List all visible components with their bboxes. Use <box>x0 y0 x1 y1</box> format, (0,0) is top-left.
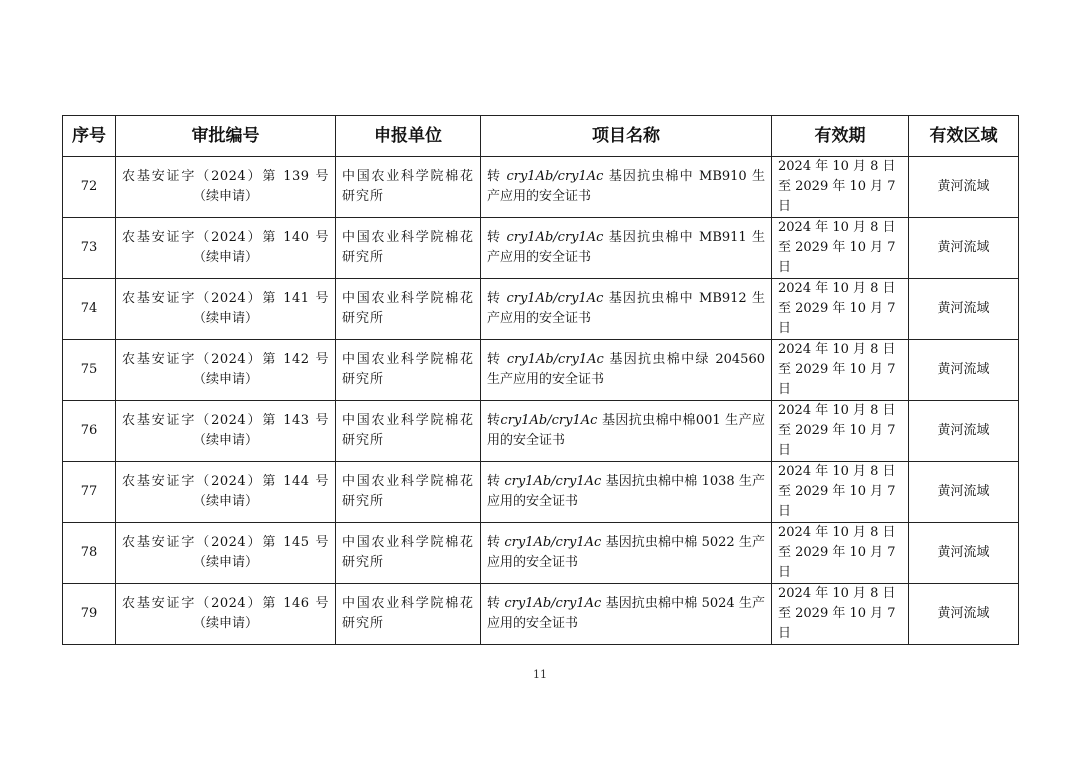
project-gene: cry1Ab/cry1Ac <box>500 413 598 428</box>
validity-period <box>772 584 909 645</box>
table-body <box>63 157 1019 645</box>
project-suffix: 基因抗虫棉中绿 204560 生产应用的安全证书 <box>487 352 765 387</box>
approval-number <box>116 584 336 645</box>
project-name <box>481 218 772 279</box>
validity-end-suffix: 日 <box>778 443 792 458</box>
validity-end-suffix: 日 <box>778 504 792 519</box>
serial-number: 75 <box>63 340 116 401</box>
project-name <box>481 340 772 401</box>
header-approval-number: 审批编号 <box>116 116 336 157</box>
table-row <box>63 584 1019 645</box>
project-name <box>481 462 772 523</box>
certificate-table <box>62 115 1019 645</box>
validity-end-suffix: 日 <box>778 626 792 641</box>
approval-number-text: 农基安证字（2024）第 145 号 <box>122 535 329 550</box>
project-name <box>481 523 772 584</box>
approval-number <box>116 279 336 340</box>
header-applicant-unit: 申报单位 <box>336 116 481 157</box>
table-row <box>63 157 1019 218</box>
project-gene: cry1Ab/cry1Ac <box>506 169 604 184</box>
approval-renewal-note: （续申请） <box>192 433 258 448</box>
project-prefix: 转 <box>487 291 507 306</box>
applicant-unit: 中国农业科学院棉花研究所 <box>336 340 481 401</box>
validity-end: 至 2029 年 10 月 7 <box>778 423 896 438</box>
approval-number-text: 农基安证字（2024）第 141 号 <box>122 291 329 306</box>
validity-period <box>772 157 909 218</box>
serial-number: 78 <box>63 523 116 584</box>
applicant-unit: 中国农业科学院棉花研究所 <box>336 401 481 462</box>
table-row <box>63 279 1019 340</box>
validity-end-suffix: 日 <box>778 565 792 580</box>
project-name <box>481 157 772 218</box>
approval-renewal-note: （续申请） <box>192 311 258 326</box>
valid-region: 黄河流域 <box>909 218 1019 279</box>
applicant-unit: 中国农业科学院棉花研究所 <box>336 462 481 523</box>
approval-number <box>116 157 336 218</box>
validity-end-suffix: 日 <box>778 382 792 397</box>
validity-period <box>772 340 909 401</box>
approval-renewal-note: （续申请） <box>192 189 258 204</box>
project-prefix: 转 <box>487 169 507 184</box>
validity-period <box>772 401 909 462</box>
valid-region: 黄河流域 <box>909 401 1019 462</box>
valid-region: 黄河流域 <box>909 157 1019 218</box>
validity-start: 2024 年 10 月 8 日 <box>778 464 896 479</box>
approval-number-text: 农基安证字（2024）第 140 号 <box>122 230 329 245</box>
header-valid-region: 有效区域 <box>909 116 1019 157</box>
approval-renewal-note: （续申请） <box>192 250 258 265</box>
header-serial-number: 序号 <box>63 116 116 157</box>
approval-renewal-note: （续申请） <box>192 616 258 631</box>
approval-number-text: 农基安证字（2024）第 142 号 <box>122 352 329 367</box>
project-gene: cry1Ab/cry1Ac <box>504 596 602 611</box>
table-row <box>63 523 1019 584</box>
approval-number <box>116 523 336 584</box>
header-validity-period: 有效期 <box>772 116 909 157</box>
project-gene: cry1Ab/cry1Ac <box>504 474 602 489</box>
project-gene: cry1Ab/cry1Ac <box>506 291 604 306</box>
project-prefix: 转 <box>487 535 505 550</box>
approval-renewal-note: （续申请） <box>192 555 258 570</box>
table-row <box>63 340 1019 401</box>
approval-number <box>116 401 336 462</box>
approval-number <box>116 218 336 279</box>
serial-number: 79 <box>63 584 116 645</box>
approval-number-text: 农基安证字（2024）第 143 号 <box>122 413 329 428</box>
validity-period <box>772 218 909 279</box>
validity-period <box>772 279 909 340</box>
approval-number-text: 农基安证字（2024）第 144 号 <box>122 474 329 489</box>
serial-number: 77 <box>63 462 116 523</box>
validity-start: 2024 年 10 月 8 日 <box>778 586 896 601</box>
project-gene: cry1Ab/cry1Ac <box>506 352 604 367</box>
project-gene: cry1Ab/cry1Ac <box>504 535 602 550</box>
project-name <box>481 279 772 340</box>
validity-start: 2024 年 10 月 8 日 <box>778 342 896 357</box>
validity-end-suffix: 日 <box>778 199 792 214</box>
table-header <box>63 116 1019 157</box>
project-suffix: 基因抗虫棉中棉 1038 生产应用的安全证书 <box>487 474 766 509</box>
project-prefix: 转 <box>487 352 507 367</box>
valid-region: 黄河流域 <box>909 584 1019 645</box>
approval-number <box>116 462 336 523</box>
validity-end: 至 2029 年 10 月 7 <box>778 301 896 316</box>
page-number: 11 <box>533 668 547 681</box>
valid-region: 黄河流域 <box>909 462 1019 523</box>
validity-period <box>772 462 909 523</box>
applicant-unit: 中国农业科学院棉花研究所 <box>336 523 481 584</box>
validity-start: 2024 年 10 月 8 日 <box>778 220 896 235</box>
project-suffix: 基因抗虫棉中 MB911 生产应用的安全证书 <box>487 230 765 265</box>
validity-end: 至 2029 年 10 月 7 <box>778 179 896 194</box>
approval-renewal-note: （续申请） <box>192 372 258 387</box>
project-prefix: 转 <box>487 596 505 611</box>
valid-region: 黄河流域 <box>909 340 1019 401</box>
validity-end: 至 2029 年 10 月 7 <box>778 606 896 621</box>
table-row <box>63 462 1019 523</box>
validity-start: 2024 年 10 月 8 日 <box>778 525 896 540</box>
serial-number: 74 <box>63 279 116 340</box>
project-prefix: 转 <box>487 230 507 245</box>
valid-region: 黄河流域 <box>909 523 1019 584</box>
project-gene: cry1Ab/cry1Ac <box>506 230 604 245</box>
approval-number <box>116 340 336 401</box>
table-row <box>63 218 1019 279</box>
validity-end: 至 2029 年 10 月 7 <box>778 484 896 499</box>
project-prefix: 转 <box>487 474 505 489</box>
project-suffix: 基因抗虫棉中棉001 生产应用的安全证书 <box>487 413 765 448</box>
applicant-unit: 中国农业科学院棉花研究所 <box>336 157 481 218</box>
table-row <box>63 401 1019 462</box>
validity-end-suffix: 日 <box>778 321 792 336</box>
serial-number: 73 <box>63 218 116 279</box>
validity-period <box>772 523 909 584</box>
validity-start: 2024 年 10 月 8 日 <box>778 281 896 296</box>
validity-end: 至 2029 年 10 月 7 <box>778 545 896 560</box>
project-name <box>481 584 772 645</box>
approval-number-text: 农基安证字（2024）第 139 号 <box>122 169 329 184</box>
header-project-name: 项目名称 <box>481 116 772 157</box>
applicant-unit: 中国农业科学院棉花研究所 <box>336 279 481 340</box>
approval-number-text: 农基安证字（2024）第 146 号 <box>122 596 329 611</box>
applicant-unit: 中国农业科学院棉花研究所 <box>336 218 481 279</box>
validity-start: 2024 年 10 月 8 日 <box>778 403 896 418</box>
validity-end: 至 2029 年 10 月 7 <box>778 362 896 377</box>
serial-number: 72 <box>63 157 116 218</box>
project-suffix: 基因抗虫棉中 MB910 生产应用的安全证书 <box>487 169 765 204</box>
approval-renewal-note: （续申请） <box>192 494 258 509</box>
serial-number: 76 <box>63 401 116 462</box>
valid-region: 黄河流域 <box>909 279 1019 340</box>
project-prefix: 转 <box>487 413 501 428</box>
project-suffix: 基因抗虫棉中 MB912 生产应用的安全证书 <box>487 291 765 326</box>
project-suffix: 基因抗虫棉中棉 5022 生产应用的安全证书 <box>487 535 766 570</box>
project-suffix: 基因抗虫棉中棉 5024 生产应用的安全证书 <box>487 596 766 631</box>
header-row <box>63 116 1019 157</box>
applicant-unit: 中国农业科学院棉花研究所 <box>336 584 481 645</box>
validity-end: 至 2029 年 10 月 7 <box>778 240 896 255</box>
validity-start: 2024 年 10 月 8 日 <box>778 159 896 174</box>
project-name <box>481 401 772 462</box>
validity-end-suffix: 日 <box>778 260 792 275</box>
